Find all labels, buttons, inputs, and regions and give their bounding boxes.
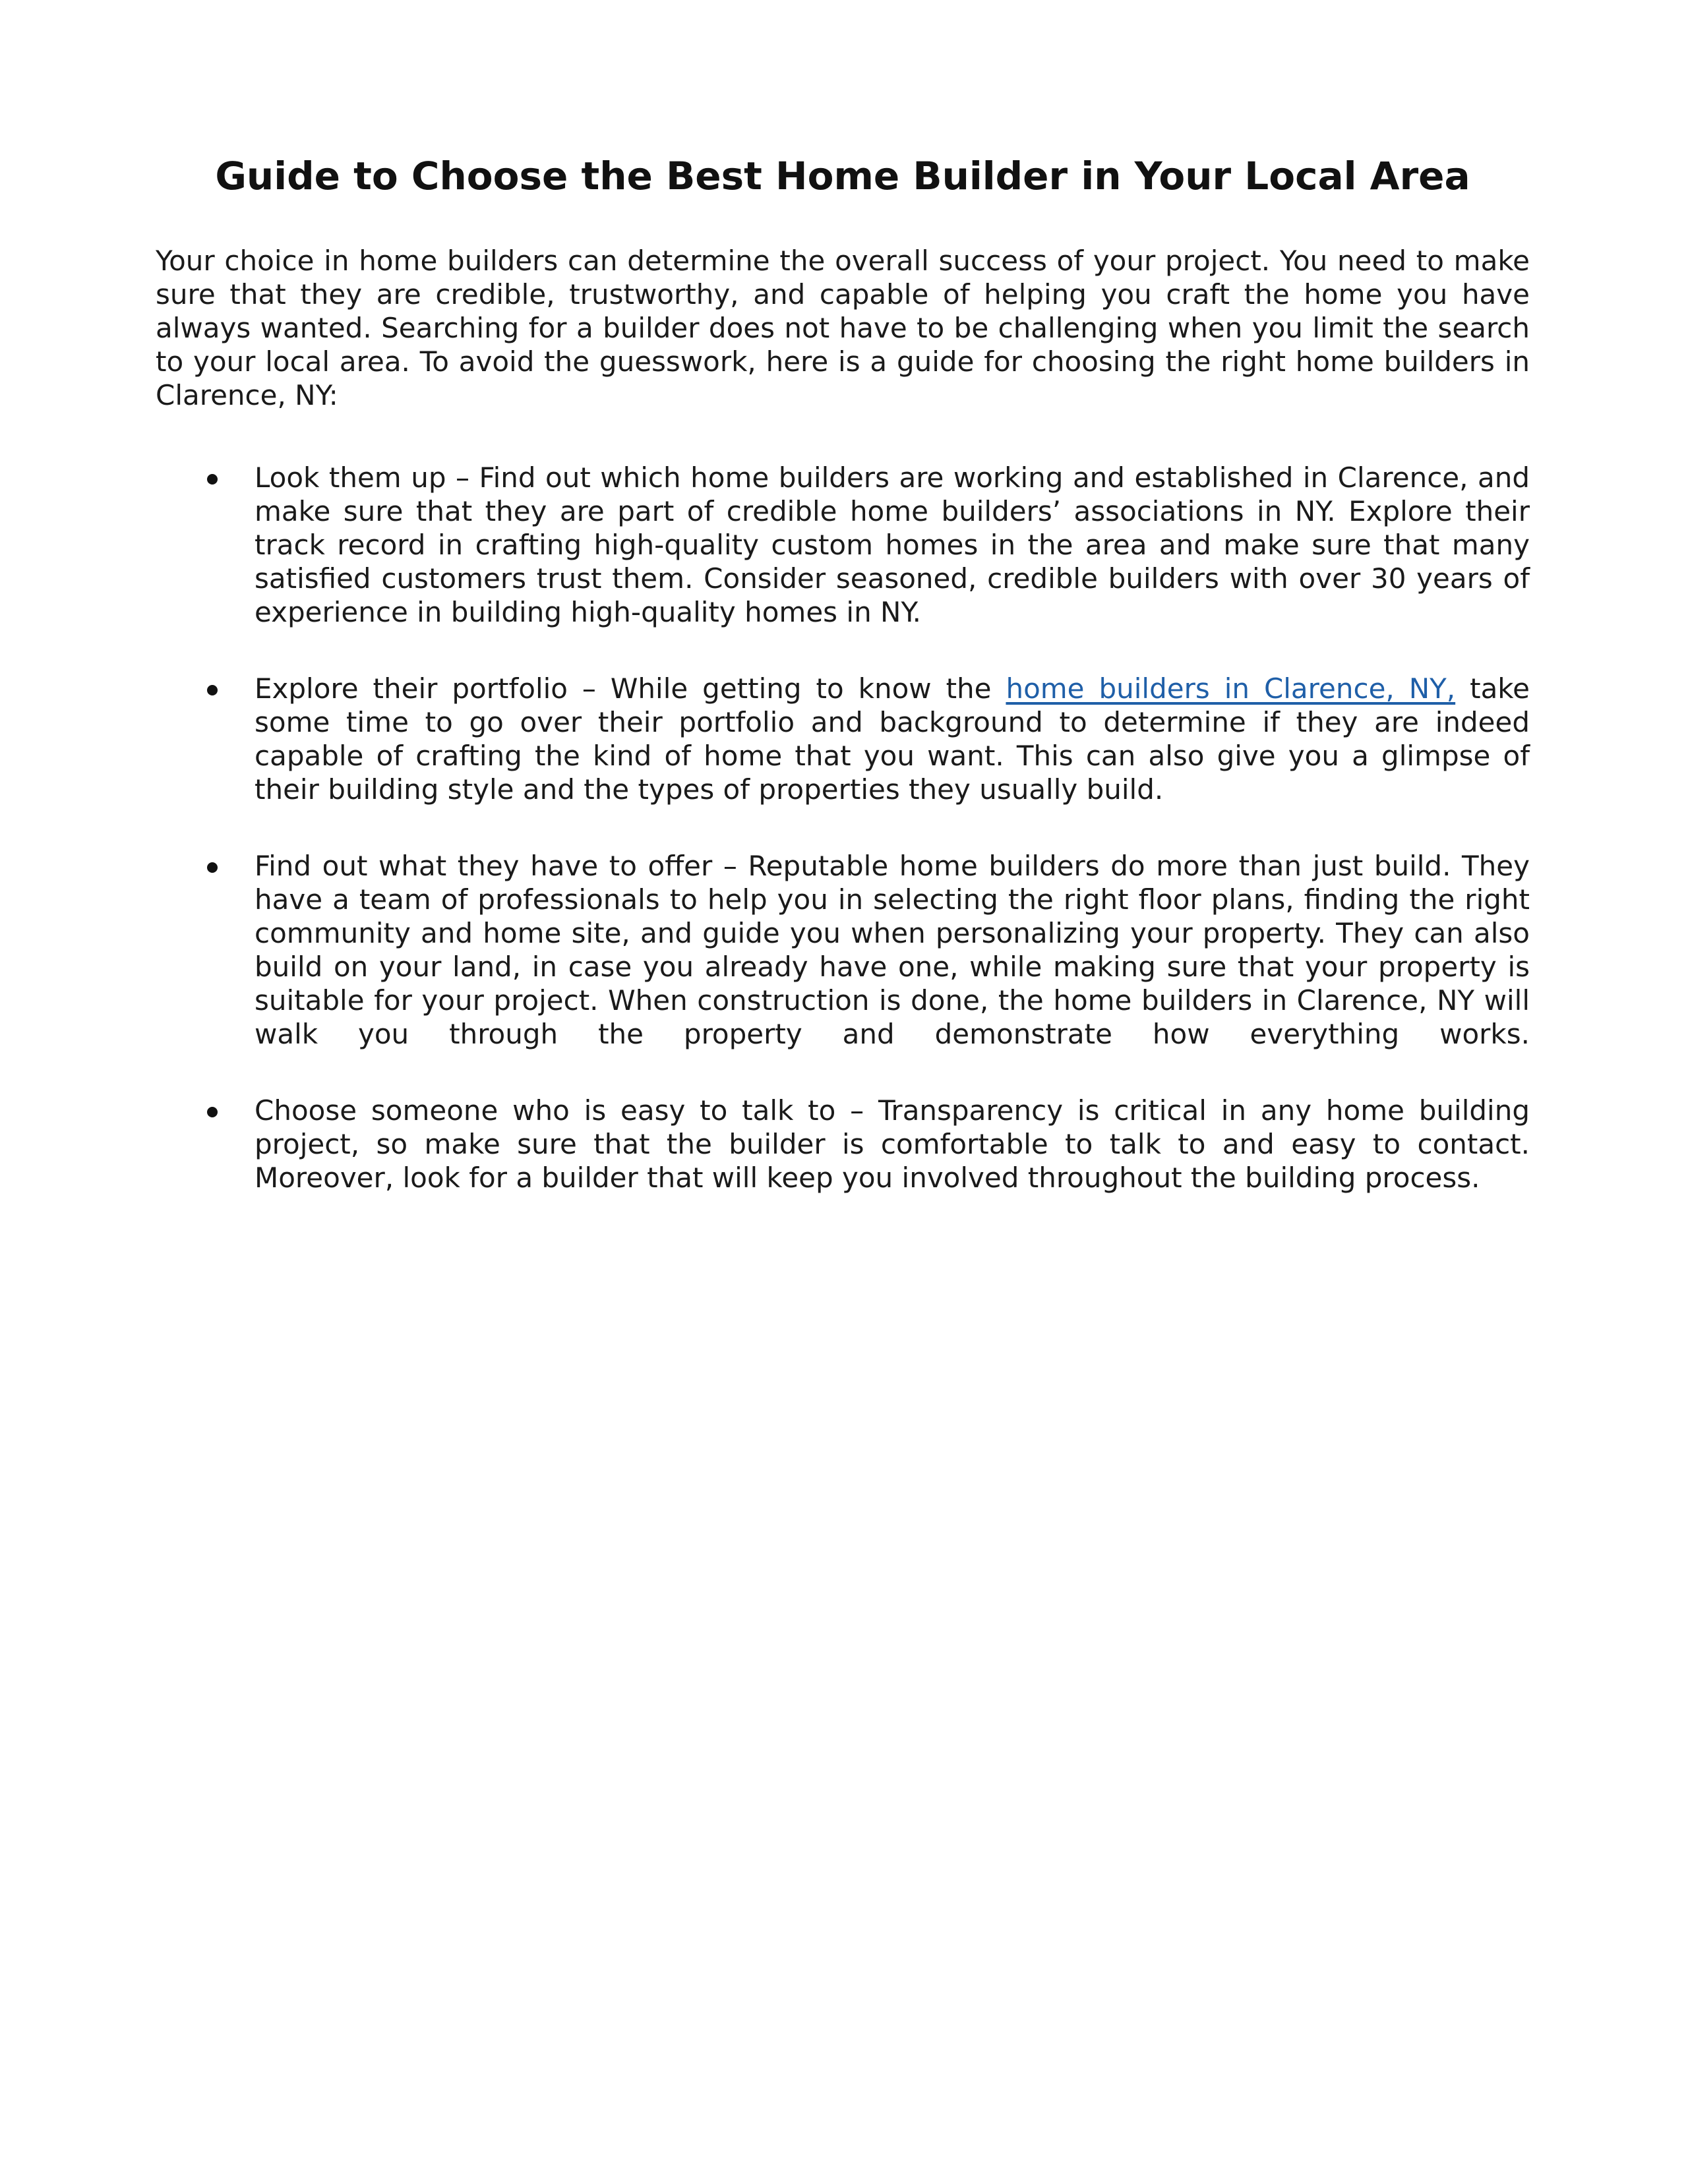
list-item-text — [255, 672, 1530, 806]
guide-list — [156, 461, 1530, 1195]
bullet-icon — [207, 862, 218, 873]
intro-paragraph: Your choice in home builders can determine the overall success of your project. You need to make sure that they are credible, trustworthy, and capable of helping you craft the home you have always wanted. Searching for a builder does not have to be challenging when you limit the search to your local area. To avoid the guesswork, here is a guide for choosing the right home builders in Clarence, NY: — [156, 245, 1530, 411]
list-item — [156, 461, 1530, 629]
document-page — [156, 153, 1530, 1237]
list-item-text: Choose someone who is easy to talk to – Transparency is critical in any home building project, so make sure that the builder is comfortable to talk to and easy to contact. Moreover, look for a builder that will keep you involved throughout the building process. — [255, 1094, 1530, 1194]
list-item — [156, 672, 1530, 806]
list-item-text-after-link: take some time to go over their portfolio and background to determine if they are indeed capable of crafting the kind of home that you want. This can also give you a glimpse of their building style and the types of properties they usually build. — [255, 672, 1530, 806]
list-item-text-before-link: Explore their portfolio – While getting to know the — [255, 672, 1006, 705]
bullet-icon — [207, 685, 218, 695]
bullet-icon — [207, 474, 218, 485]
list-item-text: Look them up – Find out which home builders are working and established in Clarence, and make sure that they are part of credible home builders’ associations in NY. Explore their track record in crafting high-quality custom homes in the area and make sure that many satisfied customers trust them. Consider seasoned, credible builders with over 30 years of experience in building high-quality homes in NY. — [255, 461, 1530, 628]
list-item-text: Find out what they have to offer – Reputable home builders do more than just build. They have a team of professionals to help you in selecting the right floor plans, finding the right community and home site, and guide you when personalizing your property. They can also build on your land, in case you already have one, while making sure that your property is suitable for your project. When construction is done, the home builders in Clarence, NY will walk you through the property and demonstrate how everything works. — [255, 850, 1530, 1050]
list-item — [156, 1094, 1530, 1195]
home-builders-link[interactable]: home builders in Clarence, NY, — [1006, 672, 1456, 705]
bullet-icon — [207, 1107, 218, 1117]
document-title: Guide to Choose the Best Home Builder in Your Local Area — [215, 154, 1470, 198]
list-item — [156, 849, 1530, 1051]
